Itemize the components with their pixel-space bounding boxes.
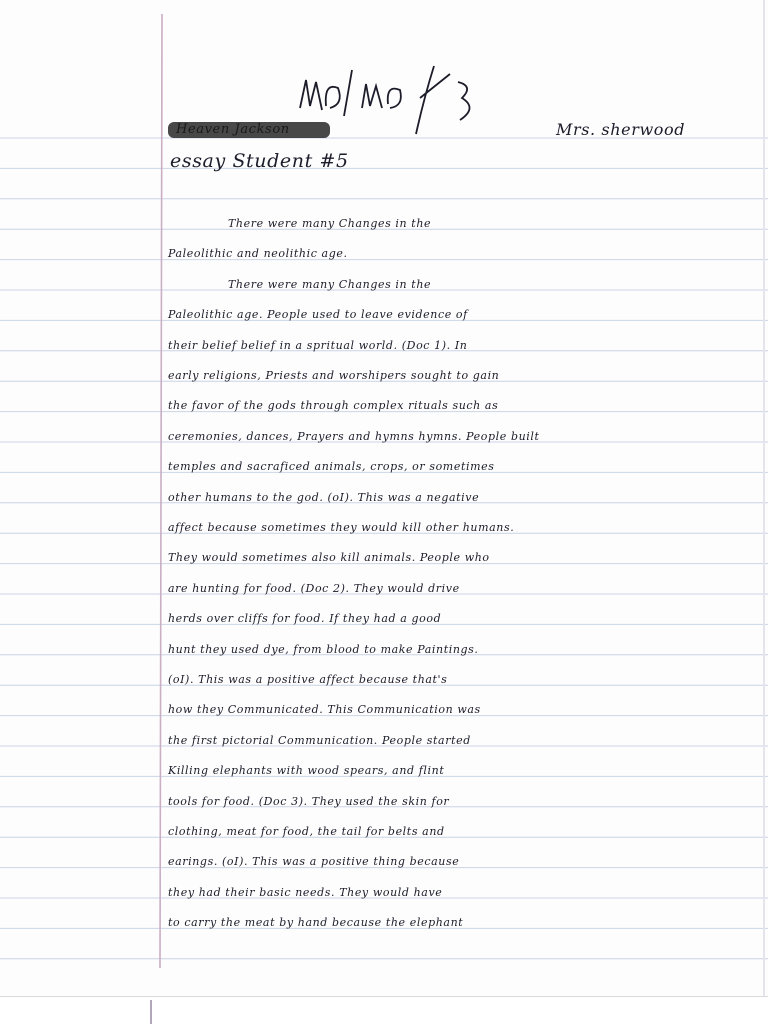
essay-line: herds over cliffs for food. If they had a good: [168, 612, 442, 626]
essay-line: There were many Changes in the: [228, 277, 432, 291]
essay-line: how they Communicated. This Communication was: [168, 703, 481, 717]
essay-line: affect because sometimes they would kill other humans.: [168, 521, 515, 534]
student-name-redacted: [168, 120, 330, 140]
next-page-margin-line: [150, 1000, 152, 1024]
essay-line: early religions, Priests and worshipers sought to gain: [168, 369, 500, 382]
essay-line: earings. (oI). This was a positive thing because: [168, 855, 460, 869]
essay-heading: essay Student #5: [170, 150, 349, 172]
essay-line: their belief belief in a spritual world. (Doc 1). In: [168, 338, 468, 352]
essay-line: to carry the meat by hand because the elephant: [168, 916, 464, 930]
essay-line: the first pictorial Communication. People started: [168, 733, 471, 747]
margin-line: [160, 14, 162, 968]
essay-line: hunt they used dye, from blood to make Paintings.: [168, 642, 479, 656]
essay-line: temples and sacraficed animals, crops, or sometimes: [168, 460, 495, 474]
essay-line: Killing elephants with wood spears, and flint: [168, 764, 445, 778]
essay-line: tools for food. (Doc 3). They used the skin for: [168, 794, 450, 808]
next-page-edge: [0, 996, 768, 1024]
essay-line: Paleolithic and neolithic age.: [168, 247, 348, 261]
essay-line: There were many Changes in the: [228, 217, 432, 230]
essay-line: Paleolithic age. People used to leave evidence of: [168, 308, 468, 322]
essay-line: the favor of the gods through complex rituals such as: [168, 399, 499, 413]
essay-line: They would sometimes also kill animals. People who: [168, 551, 490, 565]
teacher-name: Mrs. sherwood: [556, 120, 686, 139]
essay-line: other humans to the god. (oI). This was a negative: [168, 490, 480, 504]
redaction-mark: [168, 122, 330, 138]
essay-line: are hunting for food. (Doc 2). They would drive: [168, 581, 460, 595]
essay-line: they had their basic needs. They would have: [168, 885, 443, 899]
essay-line: (oI). This was a positive affect because that's: [168, 673, 448, 686]
essay-line: ceremonies, dances, Prayers and hymns hymns. People built: [168, 429, 540, 443]
essay-line: clothing, meat for food, the tail for belts and: [168, 825, 445, 838]
